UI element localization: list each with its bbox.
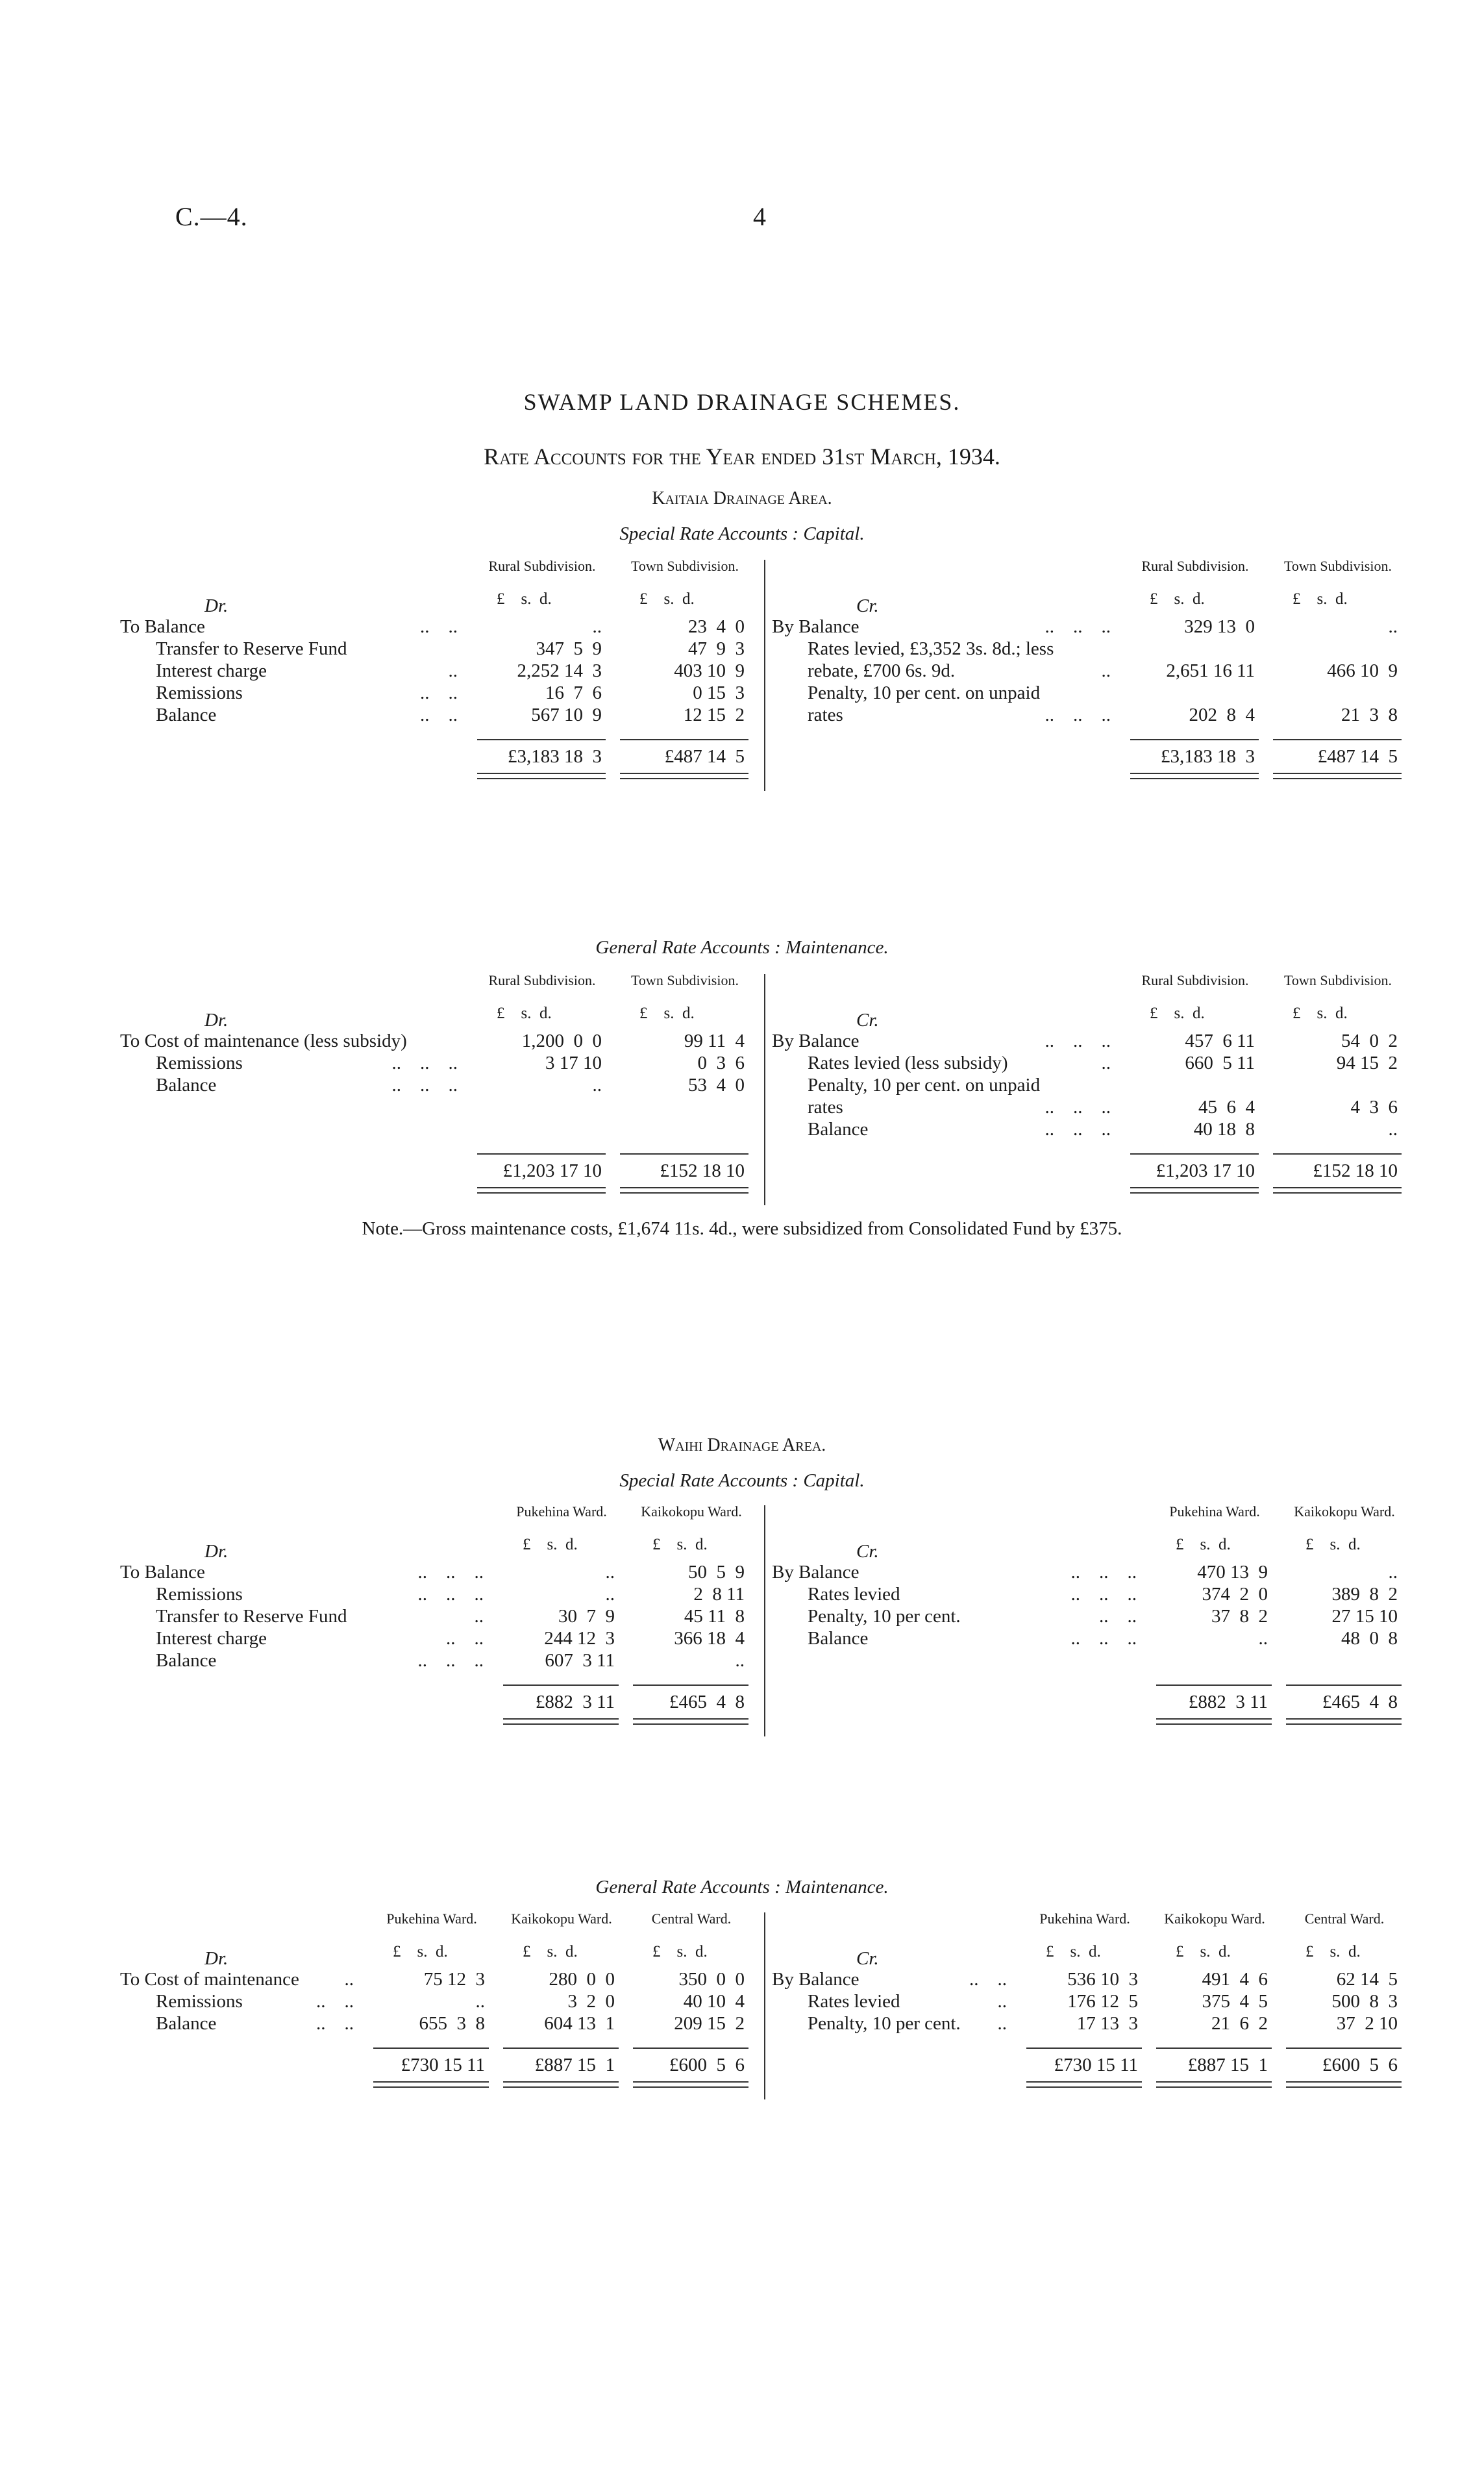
row-label: To Balance (120, 1562, 205, 1583)
page-number: 4 (753, 202, 766, 231)
amount-cell: 607 3 11 (545, 1650, 615, 1671)
column-heading: Rural Subdivision. (1141, 972, 1249, 988)
amount-cell: 567 10 9 (531, 705, 602, 725)
total-double-rule (1156, 1718, 1272, 1725)
amount-cell: 366 18 4 (674, 1628, 745, 1649)
total-cell: £887 15 1 (534, 2055, 615, 2075)
lsd-heading: £ s. d. (639, 1005, 695, 1022)
row-label: Transfer to Reserve Fund (156, 1606, 347, 1627)
leader-dots: .. .. (446, 1628, 484, 1649)
column-heading: Town Subdivision. (631, 558, 739, 574)
cr-label: Cr. (856, 1010, 879, 1031)
row-label: Rates levied, £3,352 3s. 8d.; less (808, 638, 1054, 659)
column-heading: Central Ward. (1304, 1910, 1385, 1927)
amount-cell: .. (1388, 1562, 1398, 1583)
vertical-divider (764, 1505, 765, 1736)
amount-cell: 17 13 3 (1076, 2013, 1138, 2034)
leader-dots: .. (474, 1606, 484, 1627)
page-subtitle: Rate Accounts for the Year ended 31st March, 1934. (484, 444, 1000, 470)
leader-dots: .. (344, 1969, 354, 1990)
account-title: General Rate Accounts : Maintenance. (595, 937, 889, 958)
amount-cell: 45 11 8 (684, 1606, 745, 1627)
lsd-heading: £ s. d. (1176, 1536, 1231, 1553)
amount-cell: .. (735, 1650, 745, 1671)
row-label: By Balance (772, 616, 859, 637)
amount-cell: 30 7 9 (558, 1606, 615, 1627)
row-label: Rates levied (808, 1991, 900, 2012)
row-label: Penalty, 10 per cent. (808, 2013, 961, 2034)
column-heading: Town Subdivision. (631, 972, 739, 988)
leader-dots: .. .. .. (1070, 1584, 1137, 1605)
vertical-divider (764, 974, 765, 1205)
column-heading: Kaikokopu Ward. (1164, 1910, 1265, 1927)
row-label: Remissions (156, 682, 243, 703)
leader-dots: .. (997, 1991, 1007, 2012)
total-double-rule (477, 1187, 606, 1194)
total-rule (1273, 739, 1402, 740)
total-double-rule (373, 2081, 489, 2088)
total-rule (1156, 2047, 1272, 2049)
amount-cell: 466 10 9 (1327, 660, 1398, 681)
lsd-heading: £ s. d. (497, 1005, 552, 1022)
lsd-heading: £ s. d. (1176, 1943, 1231, 1960)
total-rule (503, 2047, 619, 2049)
row-label: Balance (156, 705, 217, 725)
total-cell: £487 14 5 (1317, 746, 1398, 767)
total-double-rule (1130, 1187, 1259, 1194)
leader-dots: .. .. .. (1045, 1097, 1111, 1118)
row-label: Remissions (156, 1053, 243, 1073)
leader-dots: .. .. (420, 616, 458, 637)
amount-cell: 47 9 3 (688, 638, 745, 659)
amount-cell: .. (1258, 1628, 1268, 1649)
leader-dots: .. .. .. (1045, 1119, 1111, 1140)
amount-cell: 350 0 0 (678, 1969, 745, 1990)
amount-cell: 37 2 10 (1336, 2013, 1398, 2034)
amount-cell: 604 13 1 (544, 2013, 615, 2034)
total-double-rule (633, 1718, 748, 1725)
column-heading: Pukehina Ward. (516, 1503, 607, 1520)
account-title: Special Rate Accounts : Capital. (619, 523, 865, 544)
total-cell: £3,183 18 3 (508, 746, 602, 767)
column-heading: Pukehina Ward. (1169, 1503, 1260, 1520)
amount-cell: 12 15 2 (683, 705, 745, 725)
amount-cell: .. (605, 1562, 615, 1583)
lsd-heading: £ s. d. (497, 590, 552, 608)
amount-cell: 16 7 6 (545, 682, 602, 703)
leader-dots: .. .. .. (417, 1584, 484, 1605)
lsd-heading: £ s. d. (1150, 1005, 1205, 1022)
row-label: Interest charge (156, 1628, 267, 1649)
total-double-rule (1273, 1187, 1402, 1194)
total-cell: £465 4 8 (1322, 1692, 1398, 1712)
amount-cell: 470 13 9 (1197, 1562, 1268, 1583)
total-cell: £1,203 17 10 (502, 1160, 602, 1181)
amount-cell: 2,651 16 11 (1166, 660, 1255, 681)
row-label: Balance (156, 1075, 217, 1096)
amount-cell: 54 0 2 (1341, 1031, 1398, 1051)
amount-cell: .. (475, 1991, 485, 2012)
amount-cell: 202 8 4 (1189, 705, 1255, 725)
amount-cell: 536 10 3 (1067, 1969, 1138, 1990)
total-double-rule (477, 773, 606, 779)
total-cell: £152 18 10 (660, 1160, 745, 1181)
dr-label: Dr. (204, 595, 229, 616)
amount-cell: 660 5 11 (1185, 1053, 1255, 1073)
column-heading: Town Subdivision. (1284, 972, 1392, 988)
total-double-rule (620, 1187, 748, 1194)
row-label: Rates levied (808, 1584, 900, 1605)
total-cell: £152 18 10 (1313, 1160, 1398, 1181)
lsd-heading: £ s. d. (652, 1536, 708, 1553)
amount-cell: 389 8 2 (1331, 1584, 1398, 1605)
page-title: SWAMP LAND DRAINAGE SCHEMES. (523, 389, 961, 415)
column-heading: Kaikokopu Ward. (641, 1503, 742, 1520)
amount-cell: 500 8 3 (1331, 1991, 1398, 2012)
row-label: By Balance (772, 1969, 859, 1990)
amount-cell: 244 12 3 (544, 1628, 615, 1649)
lsd-heading: £ s. d. (523, 1536, 578, 1553)
amount-cell: 457 6 11 (1185, 1031, 1255, 1051)
total-double-rule (1026, 2081, 1142, 2088)
row-label: Remissions (156, 1991, 243, 2012)
total-rule (1130, 739, 1259, 740)
leader-dots: .. .. .. (1045, 1031, 1111, 1051)
total-rule (1273, 1153, 1402, 1155)
total-rule (620, 739, 748, 740)
amount-cell: 0 3 6 (697, 1053, 745, 1073)
amount-cell: 3 17 10 (545, 1053, 602, 1073)
leader-dots: .. .. .. (391, 1075, 458, 1096)
amount-cell: .. (1388, 616, 1398, 637)
leader-dots: .. .. .. (1045, 705, 1111, 725)
total-rule (373, 2047, 489, 2049)
amount-cell: 21 3 8 (1341, 705, 1398, 725)
row-label: rates (808, 1097, 843, 1118)
total-cell: £730 15 11 (401, 2055, 485, 2075)
account-table (120, 1912, 1409, 2120)
total-double-rule (503, 1718, 619, 1725)
amount-cell: 2 8 11 (693, 1584, 745, 1605)
lsd-heading: £ s. d. (652, 1943, 708, 1960)
leader-dots: .. .. (420, 682, 458, 703)
amount-cell: 94 15 2 (1336, 1053, 1398, 1073)
total-double-rule (620, 773, 748, 779)
total-cell: £487 14 5 (664, 746, 745, 767)
lsd-heading: £ s. d. (1046, 1943, 1101, 1960)
amount-cell: 27 15 10 (1331, 1606, 1398, 1627)
account-table (120, 560, 1409, 794)
row-label: rates (808, 705, 843, 725)
leader-dots: .. (997, 2013, 1007, 2034)
amount-cell: 53 4 0 (688, 1075, 745, 1096)
row-label: Balance (808, 1119, 869, 1140)
amount-cell: 21 6 2 (1211, 2013, 1268, 2034)
row-label: To Cost of maintenance (120, 1969, 299, 1990)
total-cell: £730 15 11 (1054, 2055, 1138, 2075)
column-heading: Pukehina Ward. (386, 1910, 477, 1927)
total-cell: £3,183 18 3 (1161, 746, 1255, 767)
lsd-heading: £ s. d. (1305, 1536, 1361, 1553)
total-double-rule (503, 2081, 619, 2088)
cr-label: Cr. (856, 1948, 879, 1969)
cr-label: Cr. (856, 595, 879, 616)
amount-cell: 62 14 5 (1336, 1969, 1398, 1990)
total-cell: £465 4 8 (669, 1692, 745, 1712)
leader-dots: .. .. .. (1070, 1562, 1137, 1583)
column-heading: Town Subdivision. (1284, 558, 1392, 574)
vertical-divider (764, 560, 765, 791)
account-title: Special Rate Accounts : Capital. (619, 1470, 865, 1491)
amount-cell: 40 18 8 (1193, 1119, 1255, 1140)
row-label: Balance (156, 1650, 217, 1671)
amount-cell: 1,200 0 0 (521, 1031, 602, 1051)
total-rule (1156, 1684, 1272, 1686)
total-rule (477, 1153, 606, 1155)
note-text: Note.—Gross maintenance costs, £1,674 11s. 4d., were subsidized from Consolidated Fund by £375. (362, 1218, 1122, 1239)
amount-cell: .. (605, 1584, 615, 1605)
area-title-kaitaia: Kaitaia Drainage Area. (652, 488, 832, 508)
amount-cell: 655 3 8 (419, 2013, 485, 2034)
amount-cell: 176 12 5 (1067, 1991, 1138, 2012)
row-label: Balance (808, 1628, 869, 1649)
vertical-divider (764, 1912, 765, 2099)
total-double-rule (1286, 2081, 1402, 2088)
total-cell: £882 3 11 (535, 1692, 615, 1712)
lsd-heading: £ s. d. (523, 1943, 578, 1960)
amount-cell: 45 6 4 (1198, 1097, 1255, 1118)
lsd-heading: £ s. d. (1305, 1943, 1361, 1960)
leader-dots: .. (1101, 1053, 1111, 1073)
amount-cell: 347 5 9 (536, 638, 602, 659)
column-heading: Central Ward. (651, 1910, 732, 1927)
column-heading: Kaikokopu Ward. (1294, 1503, 1395, 1520)
amount-cell: 48 0 8 (1341, 1628, 1398, 1649)
leader-dots: .. .. (420, 705, 458, 725)
leader-dots: .. (1101, 660, 1111, 681)
total-rule (620, 1153, 748, 1155)
row-label: Balance (156, 2013, 217, 2034)
row-label: Transfer to Reserve Fund (156, 638, 347, 659)
lsd-heading: £ s. d. (393, 1943, 448, 1960)
dr-label: Dr. (204, 1541, 229, 1562)
total-double-rule (1130, 773, 1259, 779)
area-title-waihi: Waihi Drainage Area. (658, 1435, 826, 1455)
row-label: By Balance (772, 1562, 859, 1583)
row-label: Rates levied (less subsidy) (808, 1053, 1008, 1073)
amount-cell: .. (1388, 1119, 1398, 1140)
amount-cell: 280 0 0 (549, 1969, 615, 1990)
account-table (120, 974, 1409, 1201)
amount-cell: 4 3 6 (1350, 1097, 1398, 1118)
amount-cell: 491 4 6 (1202, 1969, 1268, 1990)
column-heading: Rural Subdivision. (488, 972, 596, 988)
column-heading: Pukehina Ward. (1039, 1910, 1130, 1927)
amount-cell: 40 10 4 (683, 1991, 745, 2012)
total-cell: £600 5 6 (669, 2055, 745, 2075)
leader-dots: .. .. (316, 1991, 354, 2012)
amount-cell: 374 2 0 (1202, 1584, 1268, 1605)
leader-dots: .. (448, 660, 458, 681)
total-double-rule (1273, 773, 1402, 779)
leader-dots: .. .. (316, 2013, 354, 2034)
leader-dots: .. .. .. (417, 1562, 484, 1583)
row-label: To Balance (120, 616, 205, 637)
leader-dots: .. .. .. (1070, 1628, 1137, 1649)
total-rule (1286, 1684, 1402, 1686)
row-label: By Balance (772, 1031, 859, 1051)
leader-dots: .. .. .. (391, 1053, 458, 1073)
row-label: Remissions (156, 1584, 243, 1605)
row-label: Penalty, 10 per cent. on unpaid (808, 1075, 1041, 1096)
leader-dots: .. .. .. (1045, 616, 1111, 637)
total-cell: £600 5 6 (1322, 2055, 1398, 2075)
amount-cell: 403 10 9 (674, 660, 745, 681)
amount-cell: 3 2 0 (567, 1991, 615, 2012)
total-cell: £887 15 1 (1187, 2055, 1268, 2075)
document-reference: C.—4. (175, 202, 248, 231)
amount-cell: 50 5 9 (688, 1562, 745, 1583)
column-heading: Rural Subdivision. (488, 558, 596, 574)
amount-cell: 209 15 2 (674, 2013, 745, 2034)
account-table (120, 1505, 1409, 1739)
amount-cell: 2,252 14 3 (517, 660, 602, 681)
total-rule (1026, 2047, 1142, 2049)
lsd-heading: £ s. d. (1292, 590, 1348, 608)
amount-cell: 75 12 3 (423, 1969, 485, 1990)
amount-cell: 375 4 5 (1202, 1991, 1268, 2012)
column-heading: Kaikokopu Ward. (511, 1910, 612, 1927)
total-double-rule (1286, 1718, 1402, 1725)
amount-cell: .. (592, 1075, 602, 1096)
leader-dots: .. .. (1099, 1606, 1137, 1627)
amount-cell: 329 13 0 (1184, 616, 1255, 637)
total-cell: £882 3 11 (1188, 1692, 1268, 1712)
amount-cell: 37 8 2 (1211, 1606, 1268, 1627)
total-rule (1286, 2047, 1402, 2049)
column-heading: Rural Subdivision. (1141, 558, 1249, 574)
row-label: Penalty, 10 per cent. on unpaid (808, 682, 1041, 703)
account-title: General Rate Accounts : Maintenance. (595, 1877, 889, 1897)
leader-dots: .. .. .. (417, 1650, 484, 1671)
row-label: Interest charge (156, 660, 267, 681)
leader-dots: .. .. (969, 1969, 1007, 1990)
amount-cell: 99 11 4 (684, 1031, 745, 1051)
amount-cell: .. (592, 616, 602, 637)
dr-label: Dr. (204, 1948, 229, 1969)
row-label: rebate, £700 6s. 9d. (808, 660, 956, 681)
lsd-heading: £ s. d. (639, 590, 695, 608)
total-double-rule (633, 2081, 748, 2088)
cr-label: Cr. (856, 1541, 879, 1562)
total-double-rule (1156, 2081, 1272, 2088)
total-rule (633, 2047, 748, 2049)
total-cell: £1,203 17 10 (1156, 1160, 1255, 1181)
amount-cell: 23 4 0 (688, 616, 745, 637)
row-label: To Cost of maintenance (less subsidy) (120, 1031, 407, 1051)
total-rule (503, 1684, 619, 1686)
total-rule (1130, 1153, 1259, 1155)
row-label: Penalty, 10 per cent. (808, 1606, 961, 1627)
lsd-heading: £ s. d. (1292, 1005, 1348, 1022)
dr-label: Dr. (204, 1010, 229, 1031)
amount-cell: 0 15 3 (693, 682, 745, 703)
total-rule (633, 1684, 748, 1686)
lsd-heading: £ s. d. (1150, 590, 1205, 608)
total-rule (477, 739, 606, 740)
